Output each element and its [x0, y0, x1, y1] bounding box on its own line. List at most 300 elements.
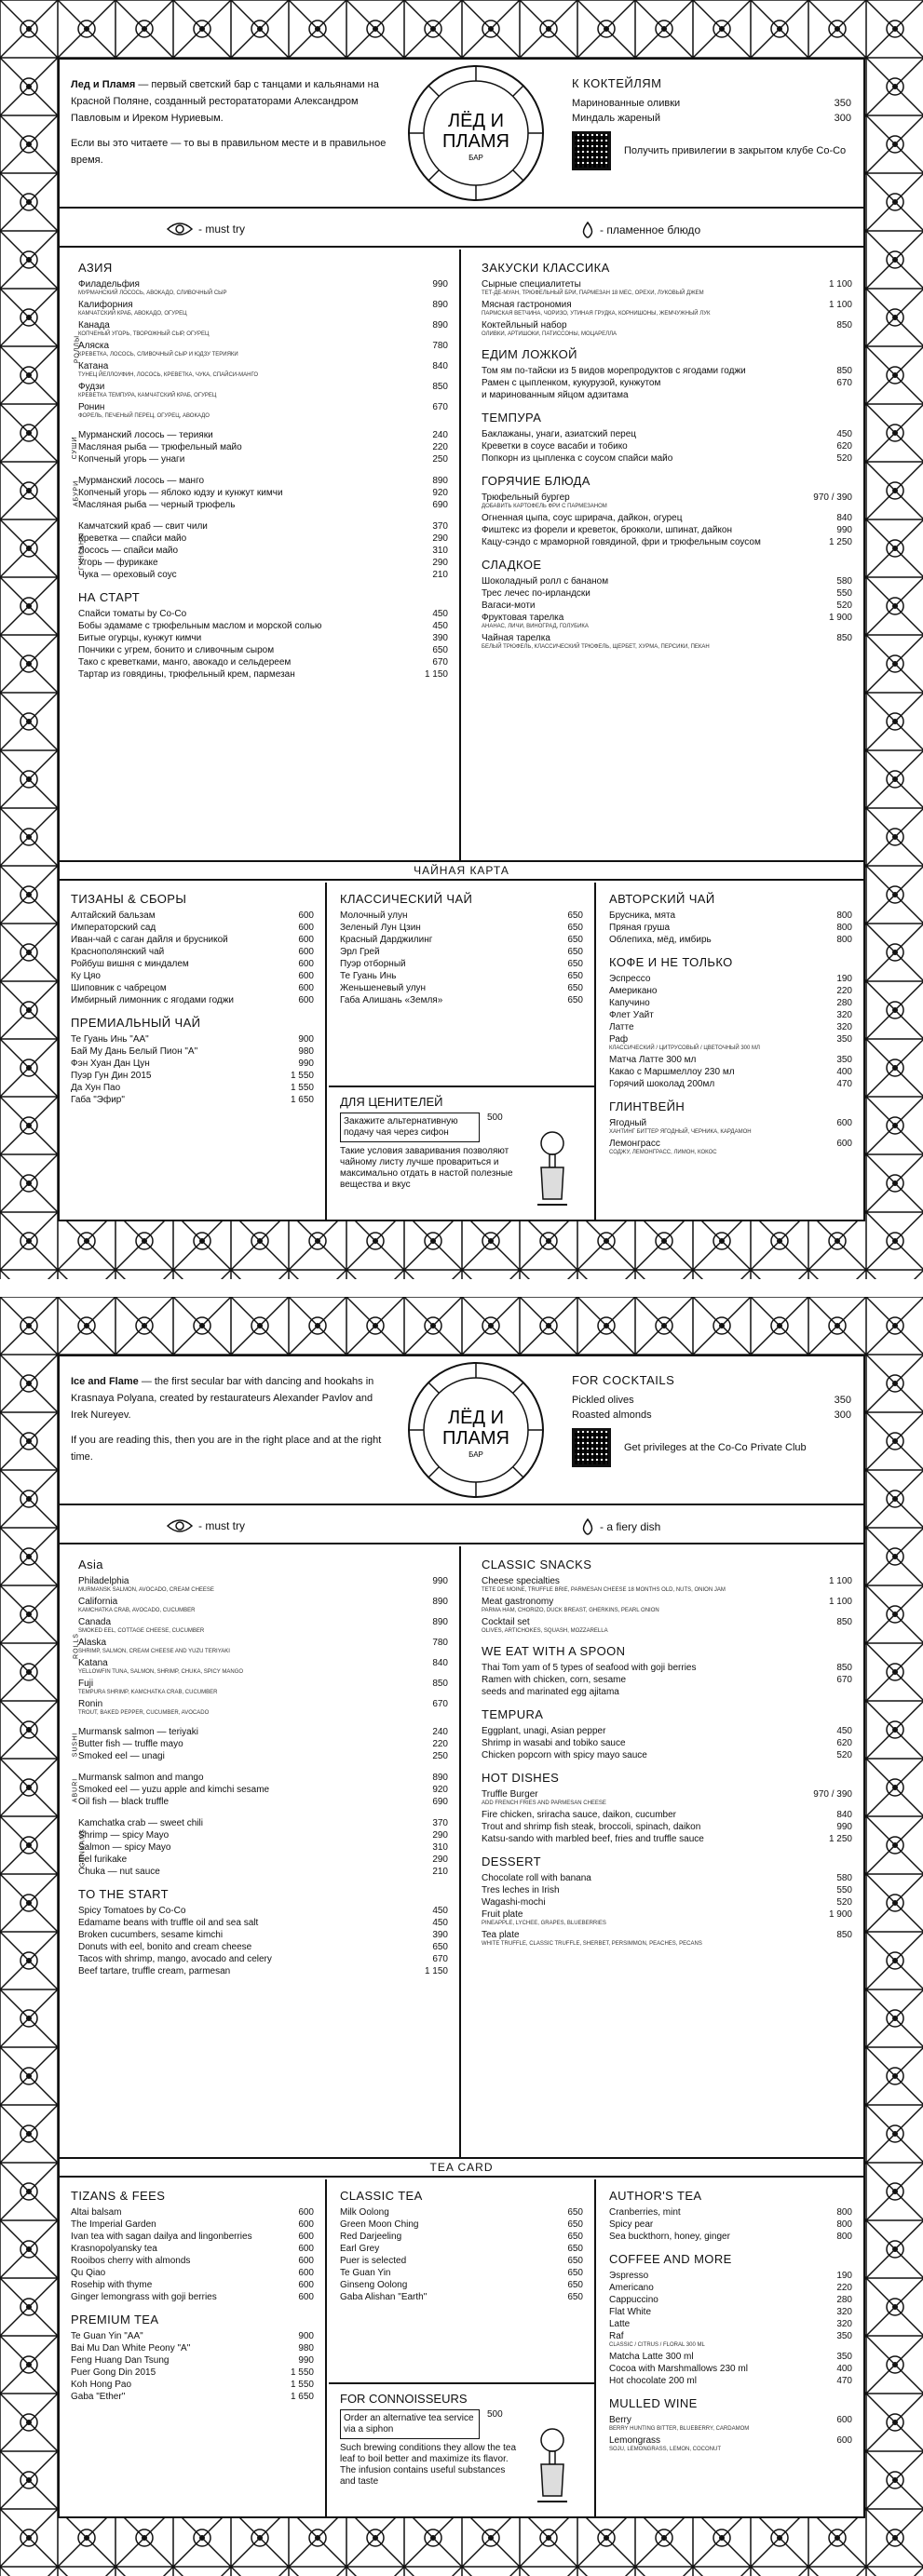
cocktails-item [572, 1393, 851, 1408]
item-price: 690 [432, 1797, 448, 1807]
item-price: 1 550 [290, 1071, 314, 1081]
item-name: Katsu-sando with marbled beef, fries and truffle sauce [482, 1834, 704, 1844]
tizans-item [71, 994, 314, 1006]
cocktail-snacks [572, 1373, 851, 1467]
item-price: 1 100 [828, 1597, 852, 1607]
item-name: Облепиха, мёд, имбирь [609, 935, 712, 945]
item-description: ХАНТИНГ БИТТЕР ЯГОДНЫЙ, ЧЕРНИКА, КАРДАМОН [609, 1129, 752, 1135]
item-price: 970 / 390 [813, 492, 852, 503]
item-price: 1 250 [828, 537, 852, 547]
item-name: Мурманский лосось — терияки [78, 430, 213, 440]
item-name: Sea buckthorn, honey, ginger [609, 2232, 730, 2242]
classic-item [340, 970, 583, 982]
item-name: Bai Mu Dan White Peony "A" [71, 2343, 191, 2353]
coffee-item [609, 1021, 852, 1033]
cocktails-title: К КОКТЕЙЛЯМ [572, 76, 662, 90]
item-price: 850 [432, 1679, 448, 1689]
item-price: 600 [298, 947, 314, 957]
legend-fiery [581, 1518, 660, 1535]
item-description: PARMA HAM, CHORIZO, DUCK BREAST, GHERKINS, PEARL ONION [482, 1608, 659, 1613]
item-name: Масляная рыба — черный трюфель [78, 500, 236, 510]
item-name: Зеленый Лун Цзин [340, 923, 421, 933]
item-name: Rosehip with thyme [71, 2280, 153, 2290]
food-right-column [463, 1546, 863, 2157]
item-price: 980 [298, 2343, 314, 2353]
spoon-title: ЕДИМ ЛОЖКОЙ [482, 347, 577, 361]
coffee-item [609, 2351, 852, 2363]
premium-item [71, 1070, 314, 1082]
rolls-item [78, 340, 448, 352]
item-price: 280 [836, 2295, 852, 2305]
item-price: 350 [834, 98, 851, 109]
item-name: Алтайский бальзам [71, 910, 156, 921]
item-name: Сырные специалитеты [482, 279, 581, 290]
tea-column-3 [598, 2179, 863, 2516]
tempura-title: TEMPURA [482, 1707, 544, 1721]
start-item [78, 656, 448, 668]
item-price: 1 100 [828, 279, 852, 290]
food-right-column [463, 250, 863, 860]
item-name: Katana [78, 1658, 108, 1668]
connoisseurs-title: FOR CONNOISSEURS [340, 2392, 468, 2406]
item-name: Beef tartare, truffle cream, parmesan [78, 1966, 231, 1976]
coffee-item [609, 2330, 852, 2342]
hot-item [482, 524, 852, 536]
rolls-group [73, 1575, 448, 1717]
item-price: 650 [567, 983, 583, 993]
menu-page-russian [0, 0, 923, 1279]
item-name: Мурманский лосось — манго [78, 476, 205, 486]
item-name: Горячий шоколад 200мл [609, 1079, 715, 1089]
item-price: 650 [567, 959, 583, 969]
item-name: Kamchatka crab — sweet chili [78, 1818, 203, 1828]
snacks-item [482, 1596, 852, 1608]
item-price: 890 [432, 1617, 448, 1627]
hot-item [482, 1788, 852, 1801]
item-price: 650 [567, 2268, 583, 2278]
item-price: 650 [567, 971, 583, 981]
item-price: 670 [432, 657, 448, 668]
item-price: 650 [567, 2232, 583, 2242]
sushi-item [78, 1726, 448, 1738]
item-name: Lemongrass [609, 2435, 661, 2446]
item-price: 390 [432, 633, 448, 643]
item-price: 600 [298, 2232, 314, 2242]
flame-icon [581, 222, 594, 238]
item-price [817, 389, 852, 401]
flame-icon [581, 1518, 594, 1535]
item-name: Wagashi-mochi [482, 1897, 546, 1908]
item-description: КАМЧАТСКИЙ КРАБ, АВОКАДО, ОГУРЕЦ [78, 311, 187, 317]
item-price: 580 [836, 1873, 852, 1883]
menu-content-panel [58, 58, 865, 1221]
rolls-item [78, 319, 448, 331]
item-name: Эspresso [609, 2271, 649, 2281]
item-name: Spicy pear [609, 2219, 654, 2230]
gunkan-label: GUNKANS [79, 1827, 87, 1868]
item-name: Tacos with shrimp, mango, avocado and celery [78, 1954, 272, 1964]
tizans-item [71, 2243, 314, 2255]
item-price: 1 550 [290, 1083, 314, 1093]
asia-title: Asia [78, 1558, 103, 1571]
gunkan-item [78, 545, 448, 557]
item-name: Chicken popcorn with spicy mayo sauce [482, 1750, 647, 1760]
item-name: Alaska [78, 1638, 107, 1648]
start-item [78, 608, 448, 620]
item-price: 840 [836, 1810, 852, 1820]
item-description: MURMANSK SALMON, AVOCADO, CREAM CHEESE [78, 1587, 214, 1593]
item-name: Green Moon Ching [340, 2219, 419, 2230]
item-name: Американо [609, 986, 658, 996]
item-price: 850 [836, 1930, 852, 1940]
bar-name: Лед и Пламя [71, 79, 136, 90]
snacks-title: CLASSIC SNACKS [482, 1558, 592, 1571]
item-price: 670 [432, 1699, 448, 1709]
intro-text [71, 76, 392, 177]
item-price: 800 [836, 923, 852, 933]
item-price: 650 [567, 923, 583, 933]
rolls-label: ROLLS [73, 1633, 80, 1659]
item-name: Fire chicken, sriracha sauce, daikon, cucumber [482, 1810, 676, 1820]
club-text: Получить привилегии в закрытом клубе Co-Co [624, 144, 847, 156]
item-name: Spicy Tomatoes by Co-Co [78, 1906, 186, 1916]
item-price: 600 [836, 1139, 852, 1149]
item-name: Ройбуш вишня с миндалем [71, 959, 189, 969]
item-name: Oil fish — black truffle [78, 1797, 170, 1807]
rolls-item [78, 1657, 448, 1669]
item-price: 320 [836, 1010, 852, 1020]
club-text: Get privileges at the Co-Co Private Club [624, 1441, 807, 1453]
classic-item [340, 958, 583, 970]
eye-icon [167, 222, 193, 236]
item-name: Латте [609, 1022, 634, 1032]
coffee-item [609, 2375, 852, 2387]
item-description: СОДЖУ, ЛЕМОНГРАСС, ЛИМОН, КОКОС [609, 1150, 717, 1155]
item-name: Ginseng Oolong [340, 2280, 408, 2290]
spoon-item [482, 365, 852, 377]
item-price: 650 [567, 2256, 583, 2266]
item-price: 650 [567, 2244, 583, 2254]
item-price: 450 [836, 429, 852, 439]
item-description: КРЕВЕТКА ТЕМПУРА, КАМЧАТСКИЙ КРАБ, ОГУРЕЦ [78, 393, 217, 398]
rolls-item [78, 360, 448, 372]
item-name: Брусника, мята [609, 910, 676, 921]
item-name: Canada [78, 1617, 112, 1627]
gunkan-item [78, 1829, 448, 1841]
item-name: Tea plate [482, 1930, 520, 1940]
start-item [78, 644, 448, 656]
snacks-item [482, 278, 852, 290]
siphon-offer: Закажите альтернативную подачу чая через сифон [340, 1113, 480, 1142]
item-price: 620 [836, 1738, 852, 1748]
item-name: Meat gastronomy [482, 1597, 554, 1607]
tizans-item [71, 934, 314, 946]
item-price: 400 [836, 1067, 852, 1077]
item-price: 800 [836, 2219, 852, 2230]
premium-item [71, 1082, 314, 1094]
item-price: 650 [567, 995, 583, 1005]
bar-name: Ice and Flame [71, 1376, 139, 1387]
item-name: Краснополянский чай [71, 947, 165, 957]
item-price: 900 [298, 1034, 314, 1045]
coffee-item [609, 2318, 852, 2330]
item-name: Креветки в соусе васаби и тобико [482, 441, 628, 452]
gunkan-item [78, 520, 448, 533]
item-price: 670 [836, 378, 852, 388]
classic-item [340, 2219, 583, 2231]
item-description: БЕЛЫЙ ТРЮФЕЛЬ, КЛАССИЧЕСКИЙ ТРЮФЕЛЬ, ЩЕРБЕТ, ХУРМА, ПЕРСИКИ, ПЕКАН [482, 644, 710, 650]
item-price: 780 [432, 341, 448, 351]
item-name: Тартар из говядины, трюфельный крем, пармезан [78, 669, 295, 680]
item-name: и маринованным яйцом адзитама [482, 390, 629, 400]
spoon-item [482, 1662, 852, 1674]
item-description: ТУНЕЦ ЙЕЛЛОУФИН, ЛОСОСЬ, КРЕВЕТКА, ЧУКА, СПАЙСИ-МАНГО [78, 372, 259, 378]
qr-code[interactable] [572, 1428, 611, 1467]
item-name: Cocoa with Marshmallows 230 ml [609, 2364, 748, 2374]
spoon-item [482, 1686, 852, 1698]
item-name: Пуэр Гун Дин 2015 [71, 1071, 152, 1081]
logo-line-3: БАР [468, 154, 483, 162]
item-name: Трес лечес по-ирландски [482, 588, 590, 599]
rolls-item [78, 381, 448, 393]
item-description: OLIVES, ARTICHOKES, SQUASH, MOZZARELLA [482, 1628, 608, 1634]
premium-item [71, 2379, 314, 2391]
item-name: Спайси томаты by Co-Co [78, 609, 187, 619]
gluhwein-title: ГЛИНТВЕЙН [609, 1099, 685, 1113]
item-price: 800 [836, 935, 852, 945]
item-name: Аляска [78, 341, 110, 351]
item-price: 240 [432, 430, 448, 440]
item-price: 600 [298, 935, 314, 945]
item-price: 600 [298, 2256, 314, 2266]
item-price: 890 [432, 320, 448, 330]
snacks-item [482, 1575, 852, 1587]
item-price: 450 [432, 1918, 448, 1928]
item-price: 390 [432, 1930, 448, 1940]
item-name: Имбирный лимонник с ягодами годжи [71, 995, 235, 1005]
item-name: Pickled olives [572, 1395, 634, 1406]
item-price: 650 [567, 947, 583, 957]
classic-item [340, 910, 583, 922]
item-name: Hot chocolate 200 ml [609, 2376, 697, 2386]
item-description: SHRIMP, SALMON, CREAM CHEESE AND YUZU TERIYAKI [78, 1649, 230, 1654]
item-price: 1 650 [290, 2392, 314, 2402]
item-price: 1 550 [290, 2380, 314, 2390]
item-name: California [78, 1597, 118, 1607]
item-price: 850 [836, 1663, 852, 1673]
item-name: seeds and marinated egg ajitama [482, 1687, 619, 1697]
item-price: 550 [836, 588, 852, 599]
start-item [78, 1929, 448, 1941]
item-name: Edamame beans with truffle oil and sea salt [78, 1918, 259, 1928]
item-price: 990 [298, 2355, 314, 2366]
qr-code[interactable] [572, 131, 611, 170]
item-name: Флет Уайт [609, 1010, 654, 1020]
item-price: 350 [836, 1034, 852, 1045]
item-price: 1 650 [290, 1095, 314, 1105]
item-price: 850 [836, 1617, 852, 1627]
tea-column-1 [60, 2179, 327, 2516]
item-name: Креветка — спайси майо [78, 533, 187, 544]
coffee-item [609, 985, 852, 997]
header-section [60, 1356, 863, 1505]
logo-line-3: БАР [468, 1450, 483, 1459]
snacks-item [482, 1616, 852, 1628]
tizans-title: ТИЗАНЫ & СБОРЫ [71, 892, 187, 906]
coffee-item [609, 973, 852, 985]
intro-paragraph-1: — первый светский бар с танцами и кальянами на Красной Поляне, созданный ресторататорами Александром Павловым и Иреком Нуриевым. [71, 79, 379, 124]
item-name: Fruit plate [482, 1909, 523, 1920]
sushi-item [78, 1750, 448, 1762]
item-name: Вагаси-моти [482, 600, 536, 611]
item-price: 920 [432, 1785, 448, 1795]
tempura-item [482, 440, 852, 452]
item-description: КОПЧЕНЫЙ УГОРЬ, ТВОРОЖНЫЙ СЫР, ОГУРЕЦ [78, 331, 210, 337]
item-price: 370 [432, 521, 448, 532]
tizans-item [71, 982, 314, 994]
item-name: Murmansk salmon — teriyaki [78, 1727, 198, 1737]
item-price: 670 [836, 1675, 852, 1685]
item-name: Gaba "Ether" [71, 2392, 126, 2402]
item-name: Rooibos cherry with almonds [71, 2256, 191, 2266]
rolls-item [78, 401, 448, 413]
bar-logo [406, 1360, 546, 1500]
item-name: Филадельфия [78, 279, 140, 290]
item-name: Какао с Маршмеллоу 230 мл [609, 1067, 735, 1077]
item-name: Tres leches in Irish [482, 1885, 560, 1895]
author-title: АВТОРСКИЙ ЧАЙ [609, 892, 715, 906]
item-price: 600 [298, 923, 314, 933]
item-name: Фудзи [78, 382, 105, 392]
item-name: Миндаль жареный [572, 113, 660, 124]
item-description: TROUT, BAKED PEPPER, CUCUMBER, AVOCADO [78, 1710, 210, 1716]
item-price: 290 [432, 558, 448, 568]
item-name: Salmon — spicy Mayo [78, 1842, 171, 1853]
snacks-title: ЗАКУСКИ КЛАССИКА [482, 261, 610, 275]
aburi-group [73, 475, 448, 511]
hot-item [482, 1821, 852, 1833]
item-price: 320 [836, 2319, 852, 2329]
premium-item [71, 2354, 314, 2367]
siphon-offer: Order an alternative tea service via a siphon [340, 2409, 480, 2439]
item-price: 600 [298, 2207, 314, 2218]
author-item [609, 2219, 852, 2231]
item-price [817, 1686, 852, 1698]
item-price: 210 [432, 570, 448, 580]
bar-logo [406, 63, 546, 203]
tizans-item [71, 2219, 314, 2231]
cocktail-snacks [572, 76, 851, 170]
snacks-item [482, 299, 852, 311]
connoisseurs-box [329, 2382, 594, 2516]
item-name: Murmansk salmon and mango [78, 1773, 204, 1783]
item-price: 600 [298, 983, 314, 993]
siphon-price: 500 [487, 1113, 503, 1123]
coffee-item [609, 997, 852, 1009]
gunkan-item [78, 569, 448, 581]
item-name: Красный Дарджилинг [340, 935, 433, 945]
classic-title: КЛАССИЧЕСКИЙ ЧАЙ [340, 892, 473, 906]
item-name: Cocktail set [482, 1617, 530, 1627]
legend-fiery-text: - пламенное блюдо [600, 223, 701, 236]
item-price: 520 [836, 1897, 852, 1908]
item-price: 310 [432, 546, 448, 556]
item-description: МУРМАНСКИЙ ЛОСОСЬ, АВОКАДО, СЛИВОЧНЫЙ СЫР [78, 290, 227, 296]
item-price: 650 [567, 2292, 583, 2302]
item-price: 520 [836, 1750, 852, 1760]
item-price: 220 [836, 2283, 852, 2293]
classic-item [340, 2231, 583, 2243]
item-price: 1 100 [828, 300, 852, 310]
start-item [78, 1965, 448, 1977]
intro-paragraph-2: If you are reading this, then you are in the right place and at the right time. [71, 1435, 382, 1463]
item-name: Butter fish — truffle mayo [78, 1739, 183, 1749]
item-name: Altai balsam [71, 2207, 122, 2218]
item-price: 450 [432, 1906, 448, 1916]
item-name: Баклажаны, унаги, азиатский перец [482, 429, 636, 439]
item-name: Puer Gong Din 2015 [71, 2367, 156, 2378]
item-name: Трюфельный бургер [482, 492, 570, 503]
logo-line-1: ЛЁД И [448, 1408, 504, 1428]
tizans-item [71, 946, 314, 958]
spoon-title: WE EAT WITH A SPOON [482, 1644, 626, 1658]
author-title: AUTHOR'S TEA [609, 2189, 702, 2203]
tempura-item [482, 428, 852, 440]
author-item [609, 934, 852, 946]
item-price: 650 [567, 2219, 583, 2230]
item-price: 650 [567, 2207, 583, 2218]
item-name: Молочный улун [340, 910, 408, 921]
gluhwein-item [609, 1117, 852, 1129]
item-description: YELLOWFIN TUNA, SALMON, SHRIMP, CHUKA, SPICY MANGO [78, 1669, 244, 1675]
item-price: 310 [432, 1842, 448, 1853]
sweet-item [482, 600, 852, 612]
item-description: SOJU, LEMONGRASS, LEMON, COCONUT [609, 2447, 722, 2452]
premium-item [71, 2367, 314, 2379]
item-name: Truffle Burger [482, 1789, 538, 1800]
item-price: 650 [432, 645, 448, 655]
tea-card-title: ЧАЙНАЯ КАРТА [60, 860, 863, 881]
item-price: 600 [298, 2280, 314, 2290]
author-item [609, 2231, 852, 2243]
item-price: 850 [836, 320, 852, 330]
snacks-item [482, 319, 852, 331]
item-price: 190 [836, 2271, 852, 2281]
spoon-item [482, 377, 852, 389]
cocktails-item [572, 1408, 851, 1423]
item-name: Ramen with chicken, corn, sesame [482, 1675, 627, 1685]
item-price: 520 [836, 453, 852, 464]
item-price: 290 [432, 533, 448, 544]
asia-title: АЗИЯ [78, 261, 113, 275]
hot-item [482, 492, 852, 504]
item-price: 600 [836, 1118, 852, 1128]
siphon-icon [534, 2421, 571, 2505]
rolls-item [78, 1637, 448, 1649]
item-price: 290 [432, 1854, 448, 1865]
classic-item [340, 2279, 583, 2291]
item-description: CLASSIC / CITRUS / FLORAL 300 ML [609, 2342, 705, 2348]
sweet-item [482, 632, 852, 644]
item-description: АНАНАС, ЛИЧИ, ВИНОГРАД, ГОЛУБИКА [482, 624, 589, 629]
intro-paragraph-1: — the first secular bar with dancing and hookahs in Krasnaya Polyana, created by restaurateurs Alexander Pavlov and Irek Nureyev. [71, 1376, 374, 1421]
item-name: Shrimp in wasabi and tobiko sauce [482, 1738, 626, 1748]
item-price: 470 [836, 1079, 852, 1089]
rolls-label: РОЛЛЫ [74, 334, 81, 364]
item-price: 840 [432, 1658, 448, 1668]
item-price: 600 [298, 971, 314, 981]
item-name: Копченый угорь — унаги [78, 454, 185, 465]
